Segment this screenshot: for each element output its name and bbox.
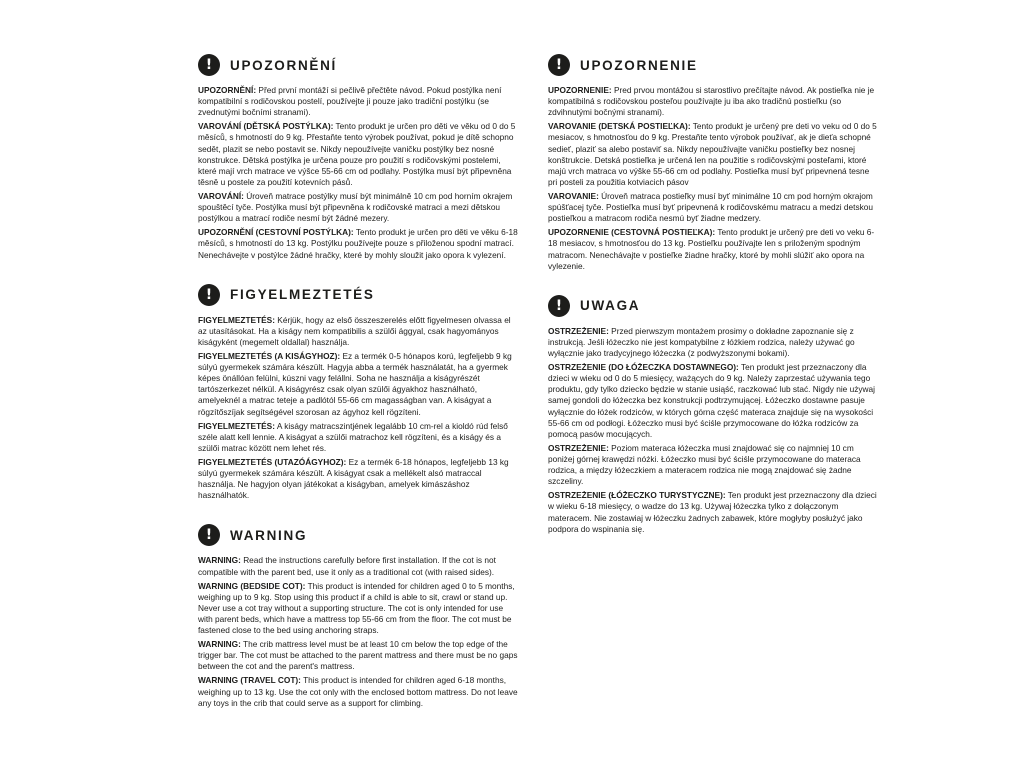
warning-paragraph bbox=[548, 121, 880, 188]
warning-icon bbox=[198, 284, 220, 306]
paragraph-label: FIGYELMEZTETÉS: bbox=[198, 420, 275, 431]
paragraph-text: Ez a termék 6-18 hónapos, legfeljebb 13 kg súlyú gyermekek számára készült. A kiságyat csak a mellékelt alsó matraccal használja. Ne hagyjon olyan játékokat a kiságyban, amelyek kimászáshoz használhatók. bbox=[198, 456, 509, 501]
paragraph-text: Ten produkt jest przeznaczony dla dzieci w wieku 6-18 miesięcy, o wadze do 13 kg. Używaj łóżeczka tylko z dołączonym materacem. Nie zostawiaj w łóżeczku żadnych zabawek, które mogłyby posłużyć jako podpora do wspinania się. bbox=[548, 490, 877, 534]
section-upozorneni-cz bbox=[198, 54, 520, 264]
warning-paragraph bbox=[198, 675, 520, 708]
paragraph-text: This product is intended for children aged 0 to 5 months, weighing up to 9 kg. Stop using this product if a child is able to sit, crawl or stand up. Never use a cot tray without a supporting structure. The cot is only intended for use with parent beds, which have a mattress top 55-66 cm from the floor. The cot must be fastened close to the bed using anchoring straps. bbox=[198, 580, 515, 636]
section-header bbox=[198, 284, 520, 306]
warning-icon bbox=[198, 524, 220, 546]
right-column bbox=[548, 54, 880, 732]
warning-paragraph bbox=[198, 555, 520, 577]
warning-paragraph bbox=[198, 639, 520, 672]
paragraph-label: WARNING: bbox=[198, 555, 241, 566]
paragraph-text: Úroveň matrace postýlky musí být minimálně 10 cm pod horním okrajem spouštěcí tyče. Postýlka musí být připevněna k rodičovské matraci a mezi dětskou postýlkou a matrací rodiče nesmí být žádné mezery. bbox=[198, 190, 513, 224]
warning-paragraph bbox=[198, 227, 520, 260]
warning-paragraph bbox=[198, 121, 520, 188]
paragraph-text: Tento produkt je určený pre deti vo veku od 0 do 5 mesiacov, s hmotnosťou do 9 kg. Prestaňte tento výrobok používať, ak je dieťa schopné sedieť, plaziť sa alebo postaviť sa. Nikdy nepoužívajte vaničku postieľky bez nosnej konštrukcie. Detská postieľka je určená len na použitie s rodičovskými posteľami, ktoré majú vrch matraca vo výške 55-66 cm od podlahy. Postieľka musí byť pripevnená tesne pri posteli za použitia kotviacich pásov bbox=[548, 121, 877, 187]
paragraph-text: Ez a termék 0-5 hónapos korú, legfeljebb 9 kg súlyú gyermekek számára készült. Hagyja abba a termék használatát, ha a gyermek képes önállóan felülni, kúszni vagy felállni. Soha ne használja a kiságyrészét tartószerkezet nélkül. A kiságyrész csak olyan szülői ágyakhoz használható, amelyeknél a matrac teteje a padlótól 55-66 cm magasságban van. A kiságyat a rögzítőszíjak segítségével szorosan az ágyhoz kell rögzíteni. bbox=[198, 350, 512, 417]
paragraph-label: FIGYELMEZTETÉS: bbox=[198, 314, 275, 325]
paragraph-text: Kérjük, hogy az első összeszerelés előtt figyelmesen olvassa el az utasításokat. Ha a kiságy nem kompatibilis a szülői ággyal, csak hagyományos kiságyként (megemelt oldallal) használja. bbox=[198, 314, 511, 347]
section-title: UPOZORNĚNÍ bbox=[230, 57, 338, 73]
warning-paragraph bbox=[548, 227, 880, 271]
exclamation-glyph: ! bbox=[555, 57, 563, 73]
paragraph-label: VAROVANIE: bbox=[548, 190, 599, 201]
warning-paragraph bbox=[198, 315, 520, 348]
paragraph-label: OSTRZEŻENIE (ŁÓŻECZKO TURYSTYCZNE): bbox=[548, 490, 726, 501]
paragraph-text: Read the instructions carefully before first installation. If the cot is not compatible with the parent bed, use it only as a traditional cot (with raised sides). bbox=[198, 555, 496, 577]
warning-paragraph bbox=[198, 85, 520, 118]
instruction-sheet bbox=[198, 54, 880, 732]
paragraph-text: Tento produkt je určený pre deti vo veku 6-18 mesiacov, s hmotnosťou do 13 kg. Postieľku používajte len s priloženým spodným matracom. Nenechávajte v postieľke žiadne hračky, ktoré by mohli slúžiť ako opora na vylezenie. bbox=[548, 227, 875, 271]
section-title: WARNING bbox=[230, 527, 308, 543]
section-warning-en bbox=[198, 524, 520, 711]
warning-paragraph bbox=[198, 351, 520, 418]
section-title: FIGYELMEZTETÉS bbox=[230, 287, 375, 303]
paragraph-text: A kiságy matracszintjének legalább 10 cm-rel a kioldó rúd felső széle alatt kell lennie. A kiságyat a szülői matrachoz kell rögzíteni, és a kiságy és a szülői matrac között nem lehet rés. bbox=[198, 420, 508, 453]
paragraph-text: Tento produkt je určen pro děti ve věku 6-18 měsíců, s hmotností do 13 kg. Postýlku používejte pouze s přiloženou spodní matrací. Nenechávejte v postýlce žádné hračky, které by mohly sloužit jako opora k vylezení. bbox=[198, 227, 518, 260]
warning-paragraph bbox=[548, 443, 880, 487]
paragraph-text: The crib mattress level must be at least 10 cm below the top edge of the trigger bar. The cot must be attached to the parent mattress and there must be no gaps between the cot and the parent's mattress. bbox=[198, 639, 518, 672]
paragraph-text: Poziom materaca łóżeczka musi znajdować się co najmniej 10 cm poniżej górnej krawędzi nóżki. Łóżeczko musi być ściśle przymocowane do materaca rodzica, a między łóżeczkiem a materacem rodzica nie mogą znajdować się żadne szczeliny. bbox=[548, 442, 861, 487]
section-header bbox=[548, 54, 880, 76]
paragraph-text: Tento produkt je určen pro děti ve věku od 0 do 5 měsíců, s hmotností do 9 kg. Přestaňte tento výrobek používat, pokud je dítě schopno sedět, plazit se nebo postavit se. Nikdy nepoužívejte vaničku postýlky bez nosné konstrukce. Dětská postýlka je určena pouze pro použití s rodičovskými postelemi, které mají vrch matrace ve výšce 55-66 cm od podlahy. Postýlka musí být připevněna těsně u postele za použití kotevních pásů. bbox=[198, 121, 516, 187]
paragraph-label: VAROVÁNÍ (DĚTSKÁ POSTÝLKA): bbox=[198, 121, 334, 132]
paragraph-label: OSTRZEŻENIE (DO ŁÓŻECZKA DOSTAWNEGO): bbox=[548, 362, 739, 373]
warning-paragraph bbox=[548, 490, 880, 534]
paragraph-label: UPOZORNĚNÍ (CESTOVNÍ POSTÝLKA): bbox=[198, 227, 354, 238]
warning-paragraph bbox=[198, 457, 520, 501]
paragraph-text: This product is intended for children aged 6-18 months, weighing up to 13 kg. Use the cot only with the enclosed bottom mattress. Do not leave any toys in the crib that could serve as a support for climbing. bbox=[198, 675, 518, 708]
warning-icon bbox=[548, 54, 570, 76]
paragraph-label: UPOZORNENIE (CESTOVNÁ POSTIEĽKA): bbox=[548, 227, 716, 238]
exclamation-glyph: ! bbox=[205, 527, 213, 544]
paragraph-text: Ten produkt jest przeznaczony dla dzieci w wieku od 0 do 5 miesięcy, ważących do 9 kg. Należy zaprzestać używania tego produktu, gdy tylko dziecko będzie w stanie usiąść, raczkować lub stać. Nigdy nie używaj samej gondoli do łóżeczka bez konstrukcji podtrzymującej. Łóżeczko dostawne pasuje wyłącznie do łóżek rodziców, w których górna część materaca znajduje się na wysokości 55-66 cm od podłogi. Łóżeczko musi być ściśle przymocowane do łóżka rodziców za pomocą pasów mocujących. bbox=[548, 362, 875, 439]
paragraph-label: OSTRZEŻENIE: bbox=[548, 325, 609, 336]
section-header bbox=[198, 54, 520, 76]
paragraph-text: Úroveň matraca postieľky musí byť minimálne 10 cm pod horným okrajom spúšťacej tyče. Postieľka musí byť pripevnená k rodičovskému matracu a medzi detskou postieľkou a matracom rodiča nesmú byť žiadne medzery. bbox=[548, 190, 873, 224]
exclamation-glyph: ! bbox=[555, 297, 563, 314]
paragraph-label: WARNING (BEDSIDE COT): bbox=[198, 580, 306, 591]
section-header bbox=[198, 524, 520, 546]
warning-paragraph bbox=[198, 581, 520, 637]
paragraph-label: OSTRZEŻENIE: bbox=[548, 442, 609, 453]
warning-paragraph bbox=[548, 362, 880, 440]
paragraph-label: VAROVANIE (DETSKÁ POSTIEĽKA): bbox=[548, 121, 691, 132]
paragraph-label: WARNING (TRAVEL COT): bbox=[198, 675, 301, 686]
left-column bbox=[198, 54, 520, 732]
warning-paragraph bbox=[198, 421, 520, 454]
paragraph-label: UPOZORNENIE: bbox=[548, 85, 612, 95]
warning-paragraph bbox=[548, 191, 880, 224]
warning-paragraph bbox=[548, 85, 880, 118]
paragraph-label: WARNING: bbox=[198, 639, 241, 650]
paragraph-text: Przed pierwszym montażem prosimy o dokładne zapoznanie się z instrukcją. Jeśli łóżeczko nie jest kompatybilne z łóżkiem rodzica, należy używać go wyłącznie jako tradycyjnego łóżeczka (z podwyższonymi bokami). bbox=[548, 325, 855, 358]
section-header bbox=[548, 295, 880, 317]
section-title: UPOZORNENIE bbox=[580, 57, 698, 73]
paragraph-label: FIGYELMEZTETÉS (A KISÁGYHOZ): bbox=[198, 350, 341, 361]
warning-paragraph bbox=[198, 191, 520, 224]
section-uwaga-pl bbox=[548, 295, 880, 538]
exclamation-glyph: ! bbox=[205, 286, 213, 303]
paragraph-label: UPOZORNĚNÍ: bbox=[198, 85, 257, 95]
section-title: UWAGA bbox=[580, 298, 641, 314]
warning-paragraph bbox=[548, 326, 880, 359]
paragraph-label: VAROVÁNÍ: bbox=[198, 190, 244, 201]
paragraph-text: Pred prvou montážou si starostlivo prečítajte návod. Ak postieľka nie je kompatibilná s rodičovskou posteľou používajte ju iba ako tradičnú postieľku (so zdvihnutými bočnými stranami). bbox=[548, 85, 875, 118]
warning-icon bbox=[198, 54, 220, 76]
section-figyelmeztetes-hu bbox=[198, 284, 520, 505]
exclamation-glyph: ! bbox=[205, 57, 213, 73]
section-upozornenie-sk bbox=[548, 54, 880, 275]
paragraph-text: Před první montáží si pečlivě přečtěte návod. Pokud postýlka není kompatibilní s rodičovskou postelí, používejte ji pouze jako tradiční postýlku (se zvednutými bočními stranami). bbox=[198, 85, 502, 118]
paragraph-label: FIGYELMEZTETÉS (UTAZÓÁGYHOZ): bbox=[198, 456, 347, 467]
warning-icon bbox=[548, 295, 570, 317]
